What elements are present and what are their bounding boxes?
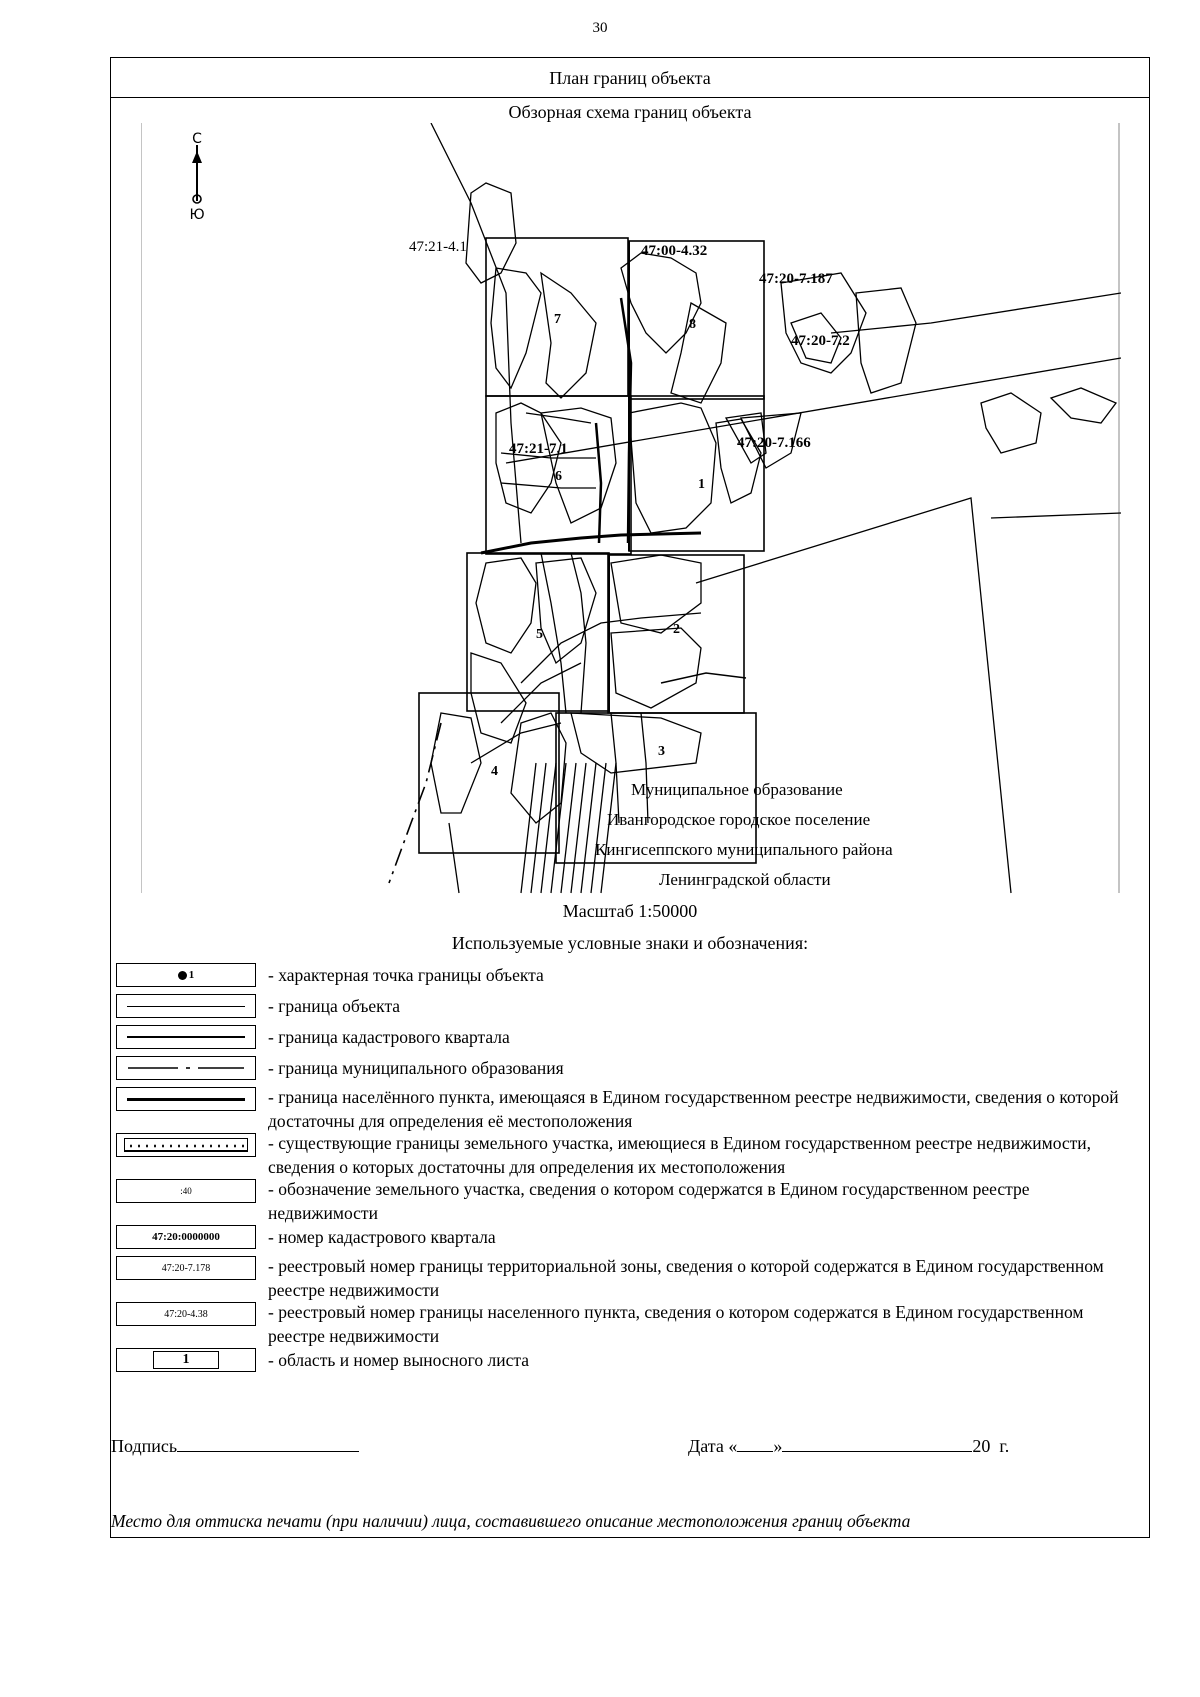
overview-map <box>141 123 1121 898</box>
map-title: Обзорная схема границ объекта <box>508 102 752 122</box>
legend-text: - реестровый номер границы населенного пункта, сведения о котором содержатся в Едином государственном реестре недвижимости <box>268 1302 1084 1346</box>
zone-label: 47:00-4.32 <box>641 243 708 259</box>
object-boundary-line-icon <box>127 1006 245 1007</box>
legend-sample <box>116 994 256 1018</box>
parcel-boundary-icon <box>124 1138 248 1152</box>
signature-line <box>111 1433 359 1457</box>
page-title: План границ объекта <box>111 58 1149 98</box>
legend-sample <box>116 1056 256 1080</box>
sheet-number: 7 <box>554 312 561 327</box>
map-scale: Масштаб 1:50000 <box>562 901 698 921</box>
legend-text: - существующие границы земельного участка, имеющиеся в Едином государственном реестре недвижимости, сведения о которых достаточны для определения их местоположения <box>268 1133 1092 1177</box>
page-number: 30 <box>592 20 608 36</box>
legend-text: - реестровый номер границы территориальной зоны, сведения о которой содержатся в Едином государственном реестре недвижимости <box>268 1256 1104 1300</box>
document-frame <box>110 57 1150 1538</box>
legend-sample: 47:20-4.38 <box>116 1302 256 1326</box>
legend-text: - граница объекта <box>268 996 401 1016</box>
sheet-number: 6 <box>555 469 562 484</box>
municipality-line: Кингисеппского муниципального района <box>595 840 893 859</box>
zone-label: 47:20-7.187 <box>759 271 833 287</box>
sheet-number: 3 <box>658 744 665 759</box>
north-label: С <box>192 131 202 147</box>
cadastral-boundary-line-icon <box>127 1036 245 1038</box>
sheet-number: 1 <box>698 477 705 492</box>
municipality-line: Ленинградской области <box>659 870 831 889</box>
legend-text: - граница населённого пункта, имеющаяся в Едином государственном реестре недвижимости, сведения о которой достаточны для определения её местоположения <box>268 1087 1119 1131</box>
zone-label: 47:20-7.166 <box>737 435 811 451</box>
south-label: Ю <box>189 207 205 223</box>
date-year: 20 <box>972 1436 991 1456</box>
settlement-boundary-line-icon <box>127 1098 245 1101</box>
sheet-number: 4 <box>491 764 498 779</box>
legend-sample <box>116 1133 256 1157</box>
date-line: Дата « » 20 г. <box>688 1433 1009 1457</box>
legend-text: - обозначение земельного участка, сведения о котором содержатся в Едином государственном реестре недвижимости <box>268 1179 1030 1223</box>
legend-text: - область и номер выносного листа <box>268 1350 529 1370</box>
date-label: Дата « <box>688 1436 738 1456</box>
map-svg <box>141 123 1121 898</box>
zone-label: 47:21-7.1 <box>509 441 568 457</box>
legend-text: - номер кадастрового квартала <box>268 1227 496 1247</box>
legend-text: - граница кадастрового квартала <box>268 1027 510 1047</box>
legend-sample <box>116 1025 256 1049</box>
signature-label: Подпись <box>111 1436 178 1456</box>
municipality-line: Ивангородское городское поселение <box>607 810 871 829</box>
legend-sample: 47:20:0000000 <box>116 1225 256 1249</box>
sheet-number: 2 <box>673 622 680 637</box>
point-icon <box>178 971 187 980</box>
legend-sample: :40 <box>116 1179 256 1203</box>
sheet-area-icon: 1 <box>153 1351 219 1369</box>
date-day-field <box>737 1433 773 1452</box>
legend-text: - характерная точка границы объекта <box>268 965 544 985</box>
north-arrow-icon <box>189 131 204 223</box>
signature-field <box>177 1433 359 1452</box>
legend-sample: 47:20-7.178 <box>116 1256 256 1280</box>
stamp-note: Место для оттиска печати (при наличии) лица, составившего описание местоположения границ объекта <box>111 1511 911 1531</box>
legend-title: Используемые условные знаки и обозначения: <box>451 933 809 953</box>
legend-sample <box>116 1348 256 1372</box>
legend-text: - граница муниципального образования <box>268 1058 564 1078</box>
municipality-line: Муниципальное образование <box>631 780 843 799</box>
legend-sample <box>116 1087 256 1111</box>
sheet-number: 8 <box>689 317 696 332</box>
zone-label: 47:21-4.1 <box>409 239 467 255</box>
sheet-number: 5 <box>536 627 543 642</box>
legend-sample: 1 <box>116 963 256 987</box>
municipal-boundary-line-icon <box>126 1064 246 1072</box>
date-month-field <box>782 1433 972 1452</box>
zone-label: 47:20-7.2 <box>791 333 850 349</box>
